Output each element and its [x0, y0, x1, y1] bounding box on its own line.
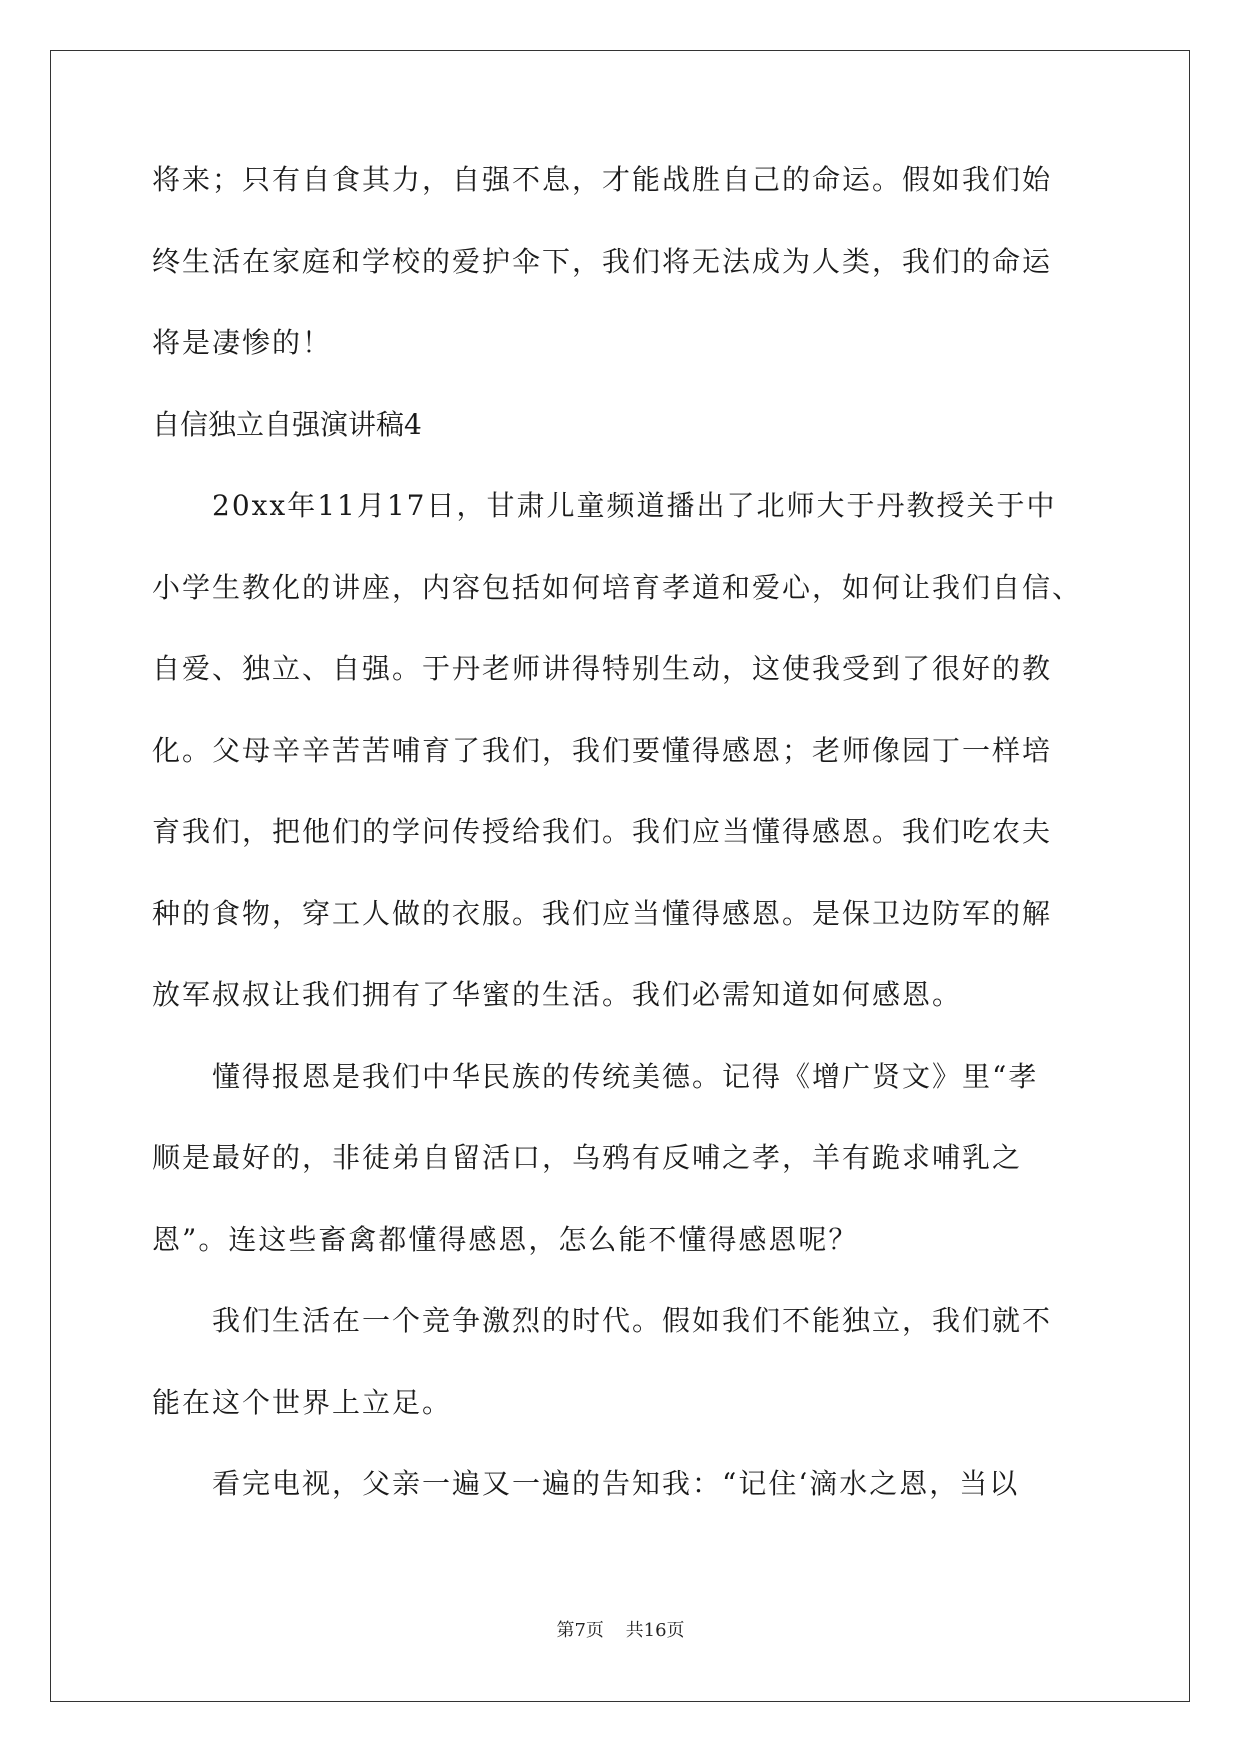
text-line: 将来；只有自食其力，自强不息，才能战胜自己的命运。假如我们始 [152, 163, 1053, 196]
text-line: 20xx年11月17日，甘肃儿童频道播出了北师大于丹教授关于中 [152, 489, 1057, 522]
text-line: 小学生教化的讲座，内容包括如何培育孝道和爱心，如何让我们自信、 [152, 570, 1083, 604]
page-total: 共16页 [625, 1620, 685, 1641]
section-heading: 自信独立自强演讲稿4 [152, 407, 422, 441]
text-line: 顺是最好的，非徒弟自留活口，乌鸦有反哺之孝，羊有跪求哺乳之 [152, 1141, 1023, 1174]
text-line: 我们生活在一个竞争激烈的时代。假如我们不能独立，我们就不 [152, 1304, 1053, 1337]
text-line: 育我们，把他们的学问传授给我们。我们应当懂得感恩。我们吃农夫 [152, 815, 1053, 848]
document-body [152, 160, 1092, 1546]
text-line: 将是凄惨的！ [152, 326, 333, 359]
text-line: 能在这个世界上立足。 [152, 1385, 453, 1419]
text-line: 种的食物，穿工人做的衣服。我们应当懂得感恩。是保卫边防军的解 [152, 896, 1053, 930]
text-line: 懂得报恩是我们中华民族的传统美德。记得《增广贤文》里“孝 [152, 1059, 1039, 1093]
text-line: 化。父母辛辛苦苦哺育了我们，我们要懂得感恩；老师像园丁一样培 [152, 733, 1053, 767]
text-line: 放军叔叔让我们拥有了华蜜的生活。我们必需知道如何感恩。 [152, 978, 963, 1011]
page-footer [0, 1616, 1241, 1642]
page-number: 第7页 [556, 1620, 604, 1641]
text-line: 终生活在家庭和学校的爱护伞下，我们将无法成为人类，我们的命运 [152, 244, 1053, 278]
text-line: 恩”。连这些畜禽都懂得感恩，怎么能不懂得感恩呢？ [152, 1222, 859, 1256]
text-line: 看完电视，父亲一遍又一遍的告知我：“记住‘滴水之恩，当以 [152, 1467, 1020, 1500]
text-line: 自爱、独立、自强。于丹老师讲得特别生动，这使我受到了很好的教 [152, 652, 1053, 685]
